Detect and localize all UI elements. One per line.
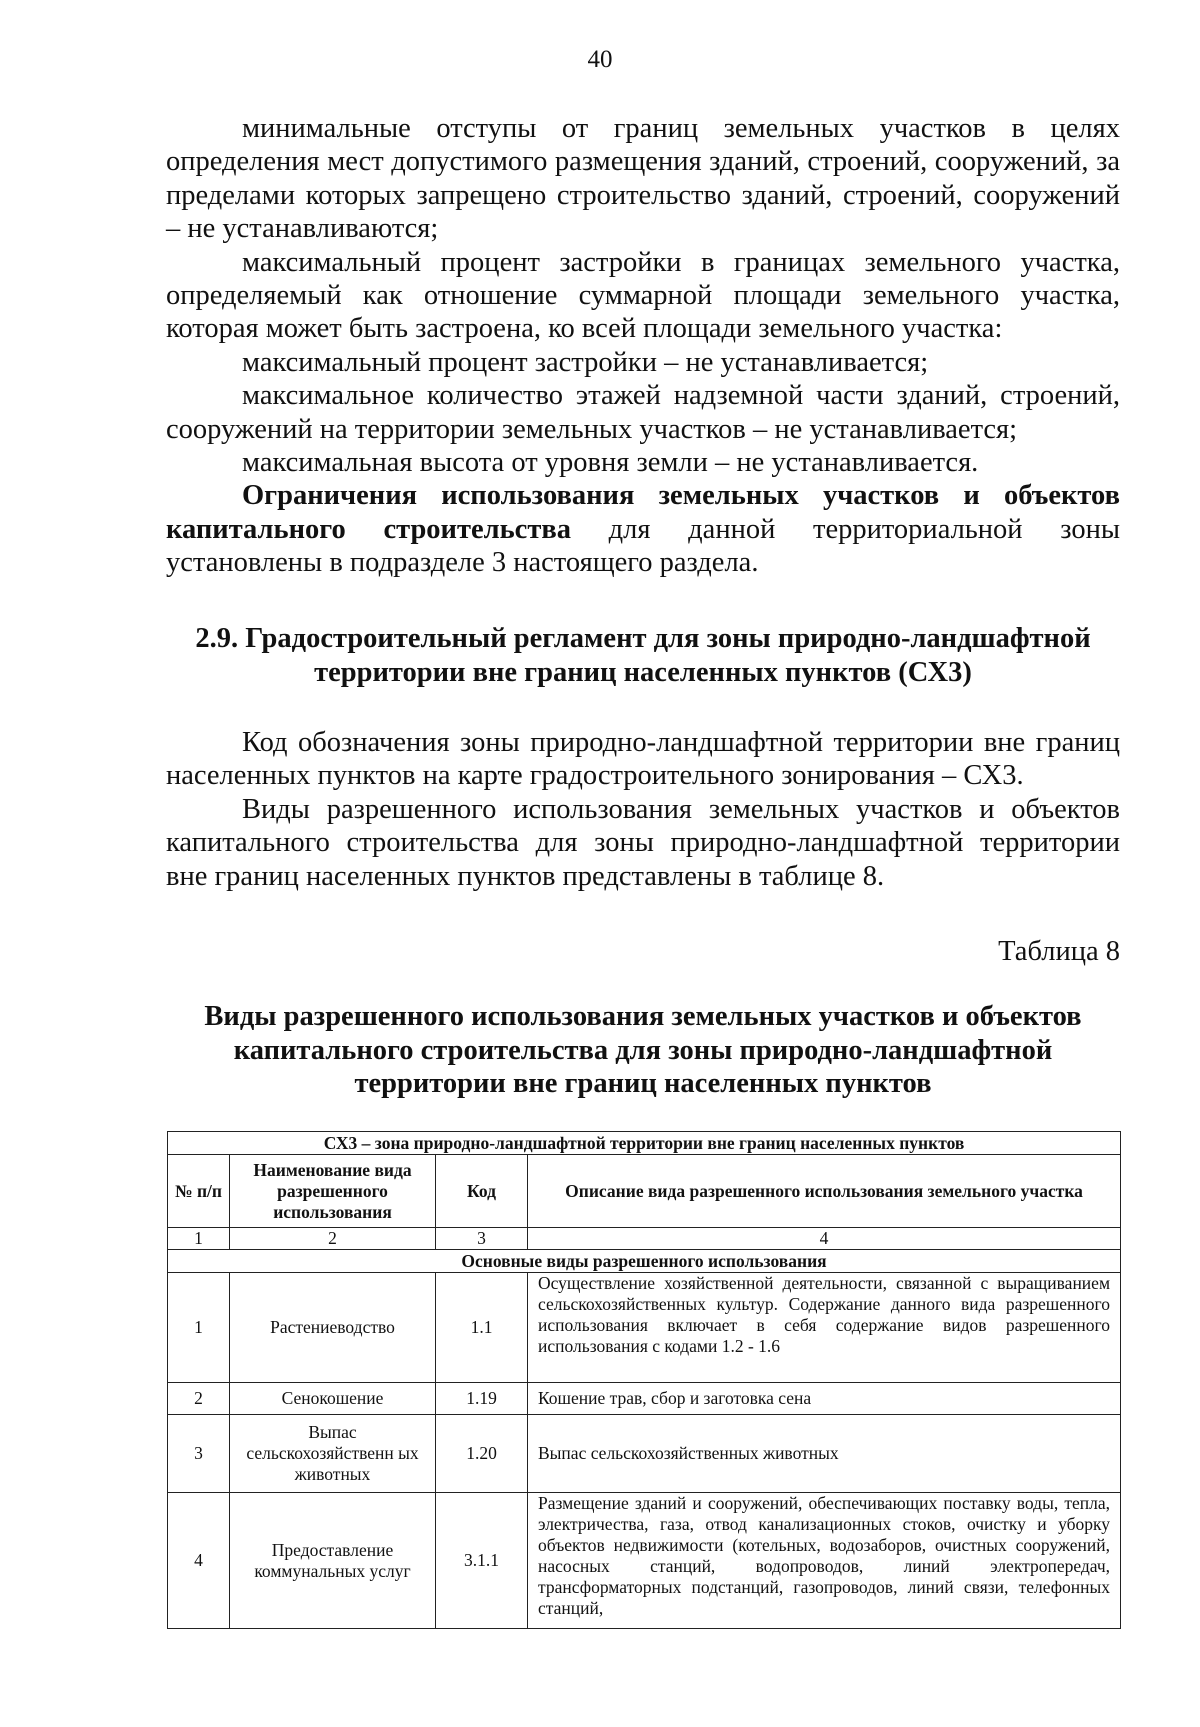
column-number: 3: [436, 1228, 528, 1250]
row-num: 2: [168, 1383, 230, 1415]
row-code: 1.20: [436, 1415, 528, 1493]
restrictions-text: для данной территориальной зоны установлены в подразделе 3 настоящего раздела.: [166, 513, 1120, 579]
row-code: 1.1: [436, 1273, 528, 1383]
section-heading-line-1: 2.9. Градостроительный регламент для зоны природно-ландшафтной: [195, 623, 1091, 654]
row-name: Сенокошение: [230, 1383, 436, 1415]
row-code: 3.1.1: [436, 1493, 528, 1629]
paragraph-max-floors: максимальное количество этажей надземной части зданий, строений, сооружений на территории земельных участков – не устанавливается;: [166, 380, 1120, 445]
paragraph-setbacks: минимальные отступы от границ земельных участков в целях определения мест допустимого размещения зданий, строений, сооружений, за пределами которых запрещено строительство зданий, строений, сооружений – не устанавливаются;: [166, 113, 1120, 245]
row-name: Выпас сельскохозяйственн ых животных: [230, 1415, 436, 1493]
row-num: 4: [168, 1493, 230, 1629]
table-title-line-3: территории вне границ населенных пунктов: [354, 1068, 932, 1100]
column-number: 4: [528, 1228, 1121, 1250]
row-desc: Размещение зданий и сооружений, обеспечивающих поставку воды, тепла, электричества, газа, отвод канализационных стоков, очистку и уборку объектов недвижимости (котельных, водозаборов, очистных сооружений, насосных станций, водопроводов, линий электропередач, трансформаторных подстанций, газопроводов, линий связи, телефонных станций,: [528, 1493, 1121, 1629]
row-desc: Выпас сельскохозяйственных животных: [528, 1415, 1121, 1493]
table-group-header-row: [168, 1250, 1121, 1273]
header-code: Код: [436, 1155, 528, 1228]
table-title-line-1: Виды разрешенного использования земельных участков и объектов: [204, 1001, 1082, 1032]
paragraph-zone-code: Код обозначения зоны природно-ландшафтной территории вне границ населенных пунктов на карте градостроительного зонирования – СХ3.: [166, 727, 1120, 792]
restrictions-bold-text: Ограничения использования земельных участков и объектов капитального строительства: [166, 480, 1120, 545]
table-title: [166, 1000, 1120, 1101]
regulation-parameters: [166, 112, 1120, 580]
zone-header-cell: СХ3 – зона природно-ландшафтной территории вне границ населенных пунктов: [168, 1132, 1121, 1155]
row-desc: Кошение трав, сбор и заготовка сена: [528, 1383, 1121, 1415]
header-desc: Описание вида разрешенного использования земельного участка: [528, 1155, 1121, 1228]
column-number: 2: [230, 1228, 436, 1250]
section-body: [166, 726, 1120, 893]
table-row: [168, 1273, 1121, 1383]
table-row: [168, 1493, 1121, 1629]
table-caption: Таблица 8: [998, 936, 1120, 967]
paragraph-max-height: максимальная высота от уровня земли – не устанавливается.: [242, 447, 979, 479]
table-zone-header-row: [168, 1132, 1121, 1155]
permitted-uses-table: [167, 1131, 1121, 1629]
header-num: № п/п: [168, 1155, 230, 1228]
group-header-cell: Основные виды разрешенного использования: [168, 1250, 1121, 1273]
row-code: 1.19: [436, 1383, 528, 1415]
table-row: [168, 1383, 1121, 1415]
table-row: [168, 1415, 1121, 1493]
table-column-header-row: [168, 1155, 1121, 1228]
paragraph-max-coverage: максимальный процент застройки – не устанавливается;: [242, 346, 929, 378]
paragraph-restrictions: [166, 479, 1120, 579]
paragraph-permitted-uses: Виды разрешенного использования земельных участков и объектов капитального строительства для зоны природно-ландшафтной территории вне границ населенных пунктов представлены в таблице 8.: [166, 793, 1120, 892]
table-column-number-row: [168, 1228, 1121, 1250]
paragraph-max-coverage-definition: максимальный процент застройки в границах земельного участка, определяемый как отношение суммарной площади земельного участка, которая может быть застроена, ко всей площади земельного участка:: [166, 246, 1120, 345]
header-name: Наименование вида разрешенного использования: [230, 1155, 436, 1228]
row-desc: Осуществление хозяйственной деятельности, связанной с выращиванием сельскохозяйственных культур. Содержание данного вида разрешенного использования включает в себя содержание видов разрешенного использования с кодами 1.2 - 1.6: [528, 1273, 1121, 1383]
row-num: 3: [168, 1415, 230, 1493]
section-heading-line-2: территории вне границ населенных пунктов (СХ3): [314, 657, 972, 688]
column-number: 1: [168, 1228, 230, 1250]
row-name: Предоставление коммунальных услуг: [230, 1493, 436, 1629]
row-num: 1: [168, 1273, 230, 1383]
table-title-line-2: капитального строительства для зоны природно-ландшафтной: [233, 1034, 1053, 1066]
page-number: 40: [587, 46, 613, 73]
row-name: Растениеводство: [230, 1273, 436, 1383]
section-heading: [166, 622, 1120, 690]
